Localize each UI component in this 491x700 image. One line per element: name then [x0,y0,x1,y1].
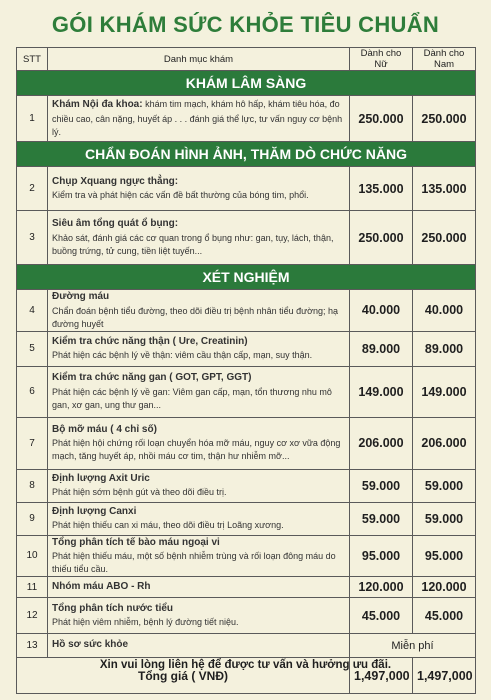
row-item [48,469,350,502]
row-stt: 10 [17,535,48,577]
price-female: 149.000 [350,366,413,417]
package-table [16,47,476,694]
price-female: 89.000 [350,331,413,366]
total-male: 1,497,000 [413,658,476,694]
row-desc: Phát hiện các bệnh lý về gan: Viêm gan cấp, mạn, tổn thương nhu mô gan, xơ gan, ung thư gan... [52,386,332,410]
table-row [17,331,476,366]
row-item [48,577,350,598]
section-title: CHẨN ĐOÁN HÌNH ẢNH, THĂM DÒ CHỨC NĂNG [17,142,476,167]
table-row [17,634,476,658]
table-row [17,167,476,211]
row-stt: 2 [17,167,48,211]
row-stt: 4 [17,290,48,332]
section-title: KHÁM LÂM SÀNG [17,71,476,96]
price-female: 40.000 [350,290,413,332]
row-stt: 6 [17,366,48,417]
price-male: 45.000 [413,598,476,634]
row-name: Đường máu [52,291,110,302]
row-desc: Phát hiện viêm nhiễm, bệnh lý đường tiết niệu. [52,617,239,628]
row-name: Định lượng Axit Uric [52,472,150,484]
table-row [17,469,476,502]
header-female: Dành cho Nữ [350,48,413,71]
price-male: 206.000 [413,417,476,469]
price-female: 120.000 [350,577,413,598]
row-desc: Phát hiện thiếu can xi máu, theo dõi điều trị Loãng xương. [52,520,284,531]
row-name: Khám Nội đa khoa: [52,99,143,111]
price-female: 206.000 [350,417,413,469]
table-row [17,211,476,265]
table-header-row [17,48,476,71]
row-desc: Phát hiện các bệnh lý về thận: viêm cầu thận cấp, mạn, suy thận. [52,350,313,361]
row-stt: 9 [17,502,48,535]
price-female: 135.000 [350,167,413,211]
price-female: 59.000 [350,469,413,502]
row-item [48,417,350,469]
row-name: Định lượng Canxi [52,505,137,517]
price-female: 45.000 [350,598,413,634]
price-male: 89.000 [413,331,476,366]
section-row [17,71,476,96]
price-free: Miễn phí [350,634,476,658]
price-male: 135.000 [413,167,476,211]
table-row [17,290,476,332]
price-female: 95.000 [350,535,413,577]
price-male: 250.000 [413,211,476,265]
row-name: Chụp Xquang ngực thẳng: [52,175,179,187]
row-name: Kiểm tra chức năng gan ( GOT, GPT, GGT) [52,372,252,384]
row-name: Hồ sơ sức khỏe [52,639,129,651]
table-row [17,96,476,142]
contact-note: Xin vui lòng liên hệ để được tư vấn và hưởng ưu đãi. [99,659,392,671]
table-row [17,417,476,469]
row-desc: Chẩn đoán bệnh tiểu đường, theo dõi điều trị bệnh nhân tiểu đường; hạ đường huyết [52,305,339,329]
price-female: 59.000 [350,502,413,535]
row-name: Tổng phân tích nước tiểu [52,602,174,614]
row-stt: 5 [17,331,48,366]
row-stt: 3 [17,211,48,265]
row-item [48,167,350,211]
row-desc: Phát hiện thiếu máu, một số bệnh nhiễm trùng và rối loạn đông máu do thiếu tiểu cầu. [52,551,336,575]
row-name: Siêu âm tổng quát ổ bụng: [52,218,179,230]
price-male: 40.000 [413,290,476,332]
table-row [17,577,476,598]
price-male: 120.000 [413,577,476,598]
row-item [48,211,350,265]
price-male: 95.000 [413,535,476,577]
header-stt: STT [17,48,48,71]
table-row [17,502,476,535]
row-desc: Phát hiện sớm bệnh gút và theo dõi điều trị. [52,487,227,498]
row-item [48,502,350,535]
row-item [48,634,350,658]
row-name: Tổng phân tích tế bào máu ngoại vi [52,536,220,548]
table-row [17,535,476,577]
total-label: Tổng giá ( VNĐ) [17,658,350,694]
row-name: Kiểm tra chức năng thận ( Ure, Creatinin) [52,335,248,347]
row-desc: khám tim mạch, khám hô hấp, khám tiêu hóa, đo chiều cao, cân nặng, huyết áp . . . đánh giá thể lực, tư vấn nguy cơ bệnh lý. [52,99,343,137]
row-item [48,96,350,142]
price-female: 250.000 [350,211,413,265]
header-male: Dành cho Nam [413,48,476,71]
price-male: 250.000 [413,96,476,142]
row-item [48,366,350,417]
table-row [17,598,476,634]
row-desc: Phát hiện hội chứng rối loạn chuyển hóa mỡ máu, nguy cơ xơ vữa động mạch, tăng huyết áp, nhồi máu cơ tim, thận hư nhiễm mỡ... [52,438,341,462]
row-stt: 13 [17,634,48,658]
page-title: GÓI KHÁM SỨC KHỎE TIÊU CHUẨN [51,12,440,37]
price-male: 59.000 [413,469,476,502]
row-item [48,535,350,577]
row-item [48,598,350,634]
table-row [17,366,476,417]
row-name: Nhóm máu ABO - Rh [52,580,151,592]
row-name: Bộ mỡ máu ( 4 chỉ số) [52,423,157,435]
header-item: Danh mục khám [48,48,350,71]
price-male: 59.000 [413,502,476,535]
row-stt: 11 [17,577,48,598]
row-desc: Kiểm tra và phát hiện các vấn đề bất thường của bóng tim, phổi. [52,190,309,201]
price-male: 149.000 [413,366,476,417]
row-stt: 7 [17,417,48,469]
row-item [48,331,350,366]
row-desc: Khảo sát, đánh giá các cơ quan trong ổ bụng như: gan, tụy, lách, thận, buồng trứng, tử cung, tiền liệt tuyến... [52,232,334,256]
section-row [17,265,476,290]
row-item [48,290,350,332]
row-stt: 12 [17,598,48,634]
price-female: 250.000 [350,96,413,142]
total-female: 1,497,000 [350,658,413,694]
section-row [17,142,476,167]
section-title: XÉT NGHIỆM [17,265,476,290]
row-stt: 8 [17,469,48,502]
row-stt: 1 [17,96,48,142]
